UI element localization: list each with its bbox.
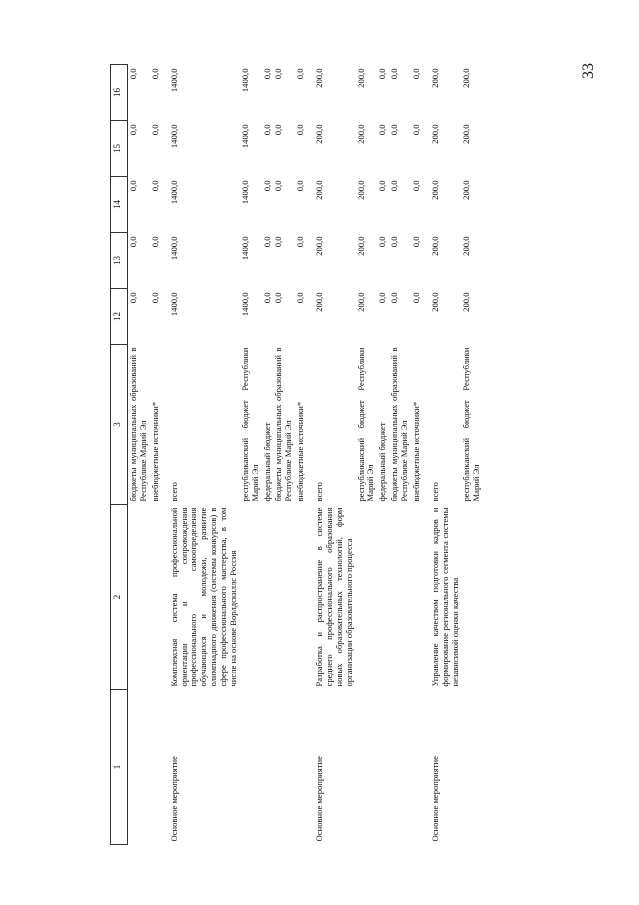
row-description-cell <box>356 505 378 690</box>
row-value-cell: 200,0 <box>314 180 324 200</box>
row-description-cell <box>377 505 389 690</box>
row-value-cell: 0,0 <box>273 68 284 80</box>
row-description-cell <box>150 505 162 690</box>
table-row <box>262 65 274 845</box>
row-type-cell <box>461 690 483 845</box>
row-value-cell: 0,0 <box>261 180 272 192</box>
row-value-cell: 0,0 <box>273 124 284 136</box>
row-value-cell: 0,0 <box>295 292 306 304</box>
row-value-cell: 200,0 <box>314 68 324 88</box>
row-description-cell: Комплексная система профессиональной ориентации и сопровождения профессионального самоопределения обучающихся и молодежи, развитие олимпиадного движения (системы конкурсов) в сфере профессионального мастерства, в том числе на основе Ворлдскиллс Россия <box>168 507 238 687</box>
row-type-cell: Основное мероприятие <box>168 756 179 842</box>
row-value-cell: 0,0 <box>389 292 400 304</box>
row-source-cell: бюджеты муниципальных образований в Республике Марий Эл <box>389 347 409 502</box>
row-value-cell: 0,0 <box>149 180 160 192</box>
row-description-cell <box>262 505 274 690</box>
row-type-cell <box>273 690 295 845</box>
row-value-cell: 0,0 <box>377 68 388 80</box>
row-type-cell <box>356 690 378 845</box>
row-value-cell: 0,0 <box>377 292 388 304</box>
row-value-cell: 0,0 <box>295 236 306 248</box>
row-value-cell: 0,0 <box>261 236 272 248</box>
row-value-cell: 0,0 <box>377 236 388 248</box>
row-value-cell: 0,0 <box>261 292 272 304</box>
row-source-cell: внебюджетные источники* <box>295 401 306 502</box>
row-source-cell: всего <box>314 482 324 502</box>
row-value-cell: 0,0 <box>295 68 306 80</box>
row-source-cell: федеральный бюджет <box>261 422 272 502</box>
row-source-cell: республиканский бюджет Республики Марий Эл <box>239 347 260 502</box>
row-description-cell <box>240 505 262 690</box>
table-row <box>240 65 262 845</box>
header-col-13: 13 <box>111 233 128 289</box>
table-row <box>273 65 295 845</box>
row-type-cell <box>150 690 162 845</box>
row-value-cell: 200,0 <box>461 68 472 88</box>
table-row <box>356 65 378 845</box>
header-col-14: 14 <box>111 177 128 233</box>
row-value-cell: 1400,0 <box>168 292 179 317</box>
row-source-cell: внебюджетные источники* <box>149 401 160 502</box>
row-value-cell: 0,0 <box>273 236 284 248</box>
row-value-cell: 1400,0 <box>239 68 250 93</box>
header-col-12: 12 <box>111 289 128 345</box>
row-value-cell: 200,0 <box>355 180 366 200</box>
row-value-cell: 200,0 <box>355 68 366 88</box>
row-type-cell <box>240 690 262 845</box>
row-value-cell: 1400,0 <box>239 180 250 205</box>
funding-table <box>110 64 483 845</box>
row-value-cell: 0,0 <box>295 180 306 192</box>
row-value-cell: 0,0 <box>128 124 138 136</box>
row-type-cell <box>295 690 307 845</box>
row-type-cell <box>128 690 150 845</box>
table-row <box>295 65 307 845</box>
row-type-cell <box>389 690 411 845</box>
row-description-cell <box>411 505 423 690</box>
funding-table-rotated <box>110 65 530 845</box>
row-value-cell: 200,0 <box>429 124 440 144</box>
row-value-cell: 200,0 <box>314 124 324 144</box>
row-type-cell <box>411 690 423 845</box>
row-value-cell: 1400,0 <box>168 68 179 93</box>
table-row <box>461 65 483 845</box>
row-value-cell: 0,0 <box>128 292 138 304</box>
page-number: 33 <box>580 63 597 79</box>
row-value-cell: 0,0 <box>389 180 400 192</box>
table-row <box>389 65 411 845</box>
row-value-cell: 0,0 <box>389 68 400 80</box>
row-value-cell: 0,0 <box>261 68 272 80</box>
row-value-cell: 200,0 <box>461 292 472 312</box>
row-value-cell: 200,0 <box>461 124 472 144</box>
row-value-cell: 1400,0 <box>168 180 179 205</box>
row-description-cell <box>128 505 150 690</box>
header-col-1: 1 <box>111 690 128 845</box>
row-value-cell: 1400,0 <box>239 236 250 261</box>
row-value-cell: 0,0 <box>149 124 160 136</box>
row-source-cell: республиканский бюджет Республики Марий Эл <box>461 347 482 502</box>
header-col-3: 3 <box>111 345 128 505</box>
row-value-cell: 0,0 <box>295 124 306 136</box>
header-col-2: 2 <box>111 505 128 690</box>
row-type-cell <box>262 690 274 845</box>
table-row <box>162 65 240 845</box>
header-col-16: 16 <box>111 65 128 121</box>
row-value-cell: 200,0 <box>314 292 324 312</box>
row-source-cell: федеральный бюджет <box>377 422 388 502</box>
row-value-cell: 0,0 <box>149 68 160 80</box>
row-value-cell: 0,0 <box>410 236 421 248</box>
row-source-cell: внебюджетные источники* <box>410 401 421 502</box>
row-source-cell: всего <box>429 482 440 502</box>
row-value-cell: 1400,0 <box>239 124 250 149</box>
row-value-cell: 0,0 <box>410 68 421 80</box>
row-value-cell: 200,0 <box>314 236 324 256</box>
row-value-cell: 0,0 <box>128 180 138 192</box>
row-value-cell: 200,0 <box>355 124 366 144</box>
row-value-cell: 0,0 <box>273 292 284 304</box>
row-description-cell <box>389 505 411 690</box>
row-value-cell: 200,0 <box>461 236 472 256</box>
row-value-cell: 0,0 <box>273 180 284 192</box>
row-source-cell: всего <box>168 482 179 502</box>
table-row <box>423 65 462 845</box>
row-value-cell: 0,0 <box>410 124 421 136</box>
row-value-cell: 0,0 <box>410 292 421 304</box>
row-value-cell: 200,0 <box>355 292 366 312</box>
row-value-cell: 0,0 <box>389 124 400 136</box>
row-type-cell: Основное мероприятие <box>314 756 324 842</box>
row-value-cell: 0,0 <box>410 180 421 192</box>
row-value-cell: 0,0 <box>128 236 138 248</box>
table-row <box>150 65 162 845</box>
header-row <box>111 65 128 845</box>
table-row <box>377 65 389 845</box>
row-source-cell: бюджеты муниципальных образований в Республике Марий Эл <box>273 347 294 502</box>
row-value-cell: 0,0 <box>377 180 388 192</box>
row-description-cell: Управление качеством подготовки кадров и формирование регионального сегмента системы независимой оценки качества <box>429 507 460 687</box>
row-value-cell: 200,0 <box>355 236 366 256</box>
row-value-cell: 200,0 <box>429 180 440 200</box>
row-description-cell <box>295 505 307 690</box>
row-source-cell: республиканский бюджет Республики Марий Эл <box>355 347 376 502</box>
table-row <box>411 65 423 845</box>
row-description-cell <box>273 505 295 690</box>
row-value-cell: 0,0 <box>261 124 272 136</box>
header-col-15: 15 <box>111 121 128 177</box>
row-value-cell: 0,0 <box>377 124 388 136</box>
row-value-cell: 200,0 <box>429 236 440 256</box>
row-value-cell: 0,0 <box>149 236 160 248</box>
row-source-cell: бюджеты муниципальных образований в Республике Марий Эл <box>128 347 148 502</box>
row-value-cell: 1400,0 <box>168 124 179 149</box>
row-value-cell: 200,0 <box>429 292 440 312</box>
row-type-cell <box>377 690 389 845</box>
row-value-cell: 0,0 <box>128 68 138 80</box>
row-type-cell: Основное мероприятие <box>429 756 440 842</box>
row-description-cell: Разработка и распространение в системе среднего профессионального образования новых образовательных технологий, форм организации образовательного процесса <box>314 507 354 687</box>
row-value-cell: 200,0 <box>429 68 440 88</box>
row-value-cell: 0,0 <box>149 292 160 304</box>
row-value-cell: 1400,0 <box>239 292 250 317</box>
row-value-cell: 1400,0 <box>168 236 179 261</box>
row-description-cell <box>461 505 483 690</box>
table-row <box>128 65 150 845</box>
row-value-cell: 0,0 <box>389 236 400 248</box>
row-value-cell: 200,0 <box>461 180 472 200</box>
table-row <box>307 65 356 845</box>
